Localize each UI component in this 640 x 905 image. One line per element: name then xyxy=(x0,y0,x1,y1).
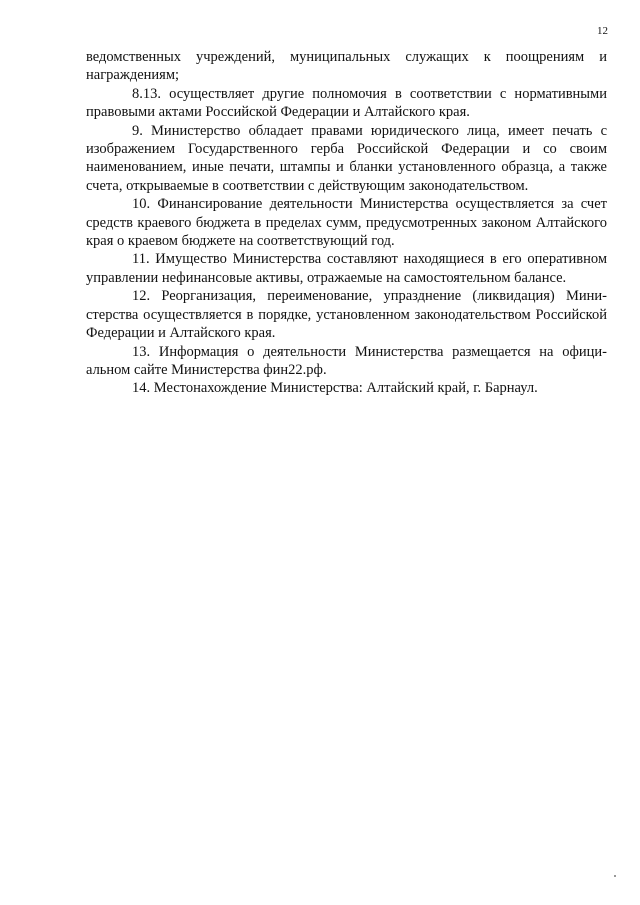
paragraph-10: 10. Финансирование деятельности Министерства осуществляется за счет средств краевого бюджета в пределах сумм, предусмотренных законом Алтайского края о краевом бюджете на соответствующий год. xyxy=(86,196,607,250)
paragraph-12: 12. Реорганизация, переименование, упразднение (ликвидация) Министерства осуществляется в порядке, установленном законодательством Российской Федерации и Алтайского края. xyxy=(86,288,607,342)
paragraph-11: 11. Имущество Министерства составляют находящиеся в его оперативном управлении нефинансовые активы, отражаемые на самостоятельном балансе. xyxy=(86,251,607,286)
paragraph-9: 9. Министерство обладает правами юридического лица, имеет печать с изображением Государственного герба Российской Федерации и со своим наименованием, иные печати, штампы и бланки установленного образца, а также счета, открываемые в соответствии с действующим законодательством. xyxy=(86,122,607,194)
paragraph-8-13: 8.13. осуществляет другие полномочия в соответствии с нормативными правовыми актами Российской Федерации и Алтайского края. xyxy=(86,85,607,121)
scan-speck xyxy=(614,875,616,877)
paragraph-14: 14. Местонахождение Министерства: Алтайский край, г. Барнаул. xyxy=(132,380,538,397)
paragraph-continuation: ведомственных учреждений, муниципальных служащих к поощрениям и награждениям; xyxy=(86,49,607,84)
page-number: 12 xyxy=(597,25,608,37)
paragraph-13: 13. Информация о деятельности Министерства размещается на официальном сайте Министерства фин22.рф. xyxy=(86,343,607,378)
document-body xyxy=(86,48,607,398)
